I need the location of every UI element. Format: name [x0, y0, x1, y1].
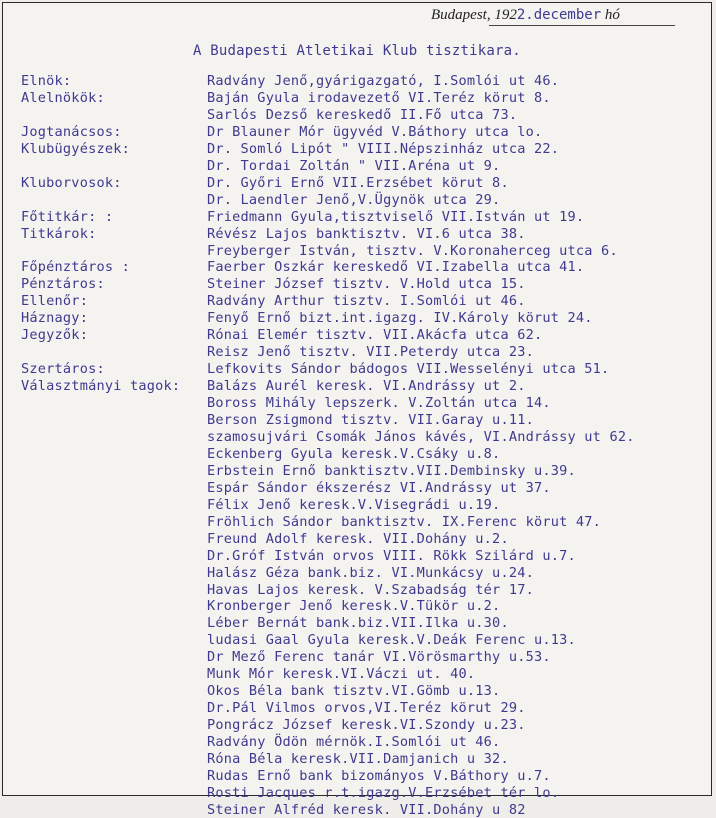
role-label: Jegyzők: [21, 327, 89, 344]
member-entry: Baján Gyula irodavezető VI.Teréz körut 8. [207, 89, 551, 106]
member-entry: Havas Lajos keresk. V.Szabadság tér 17. [207, 581, 534, 598]
member-entry: Dr Blauner Mór ügyvéd V.Báthory utca lo. [207, 123, 543, 140]
member-entry: Rosti Jacques r.t.igazg.V.Erzsébet tér lo. [207, 784, 560, 801]
role-label: Titkárok: [21, 225, 97, 242]
year-prefix: 192 [494, 7, 517, 23]
place-label: Budapest, [431, 7, 491, 23]
role-label: Klubügyészek: [21, 140, 130, 157]
role-label: Elnök: [21, 73, 72, 89]
member-entry: Fenyő Ernő bizt.int.igazg. IV.Károly körut 24. [207, 310, 593, 327]
member-entry: Róna Béla keresk.VII.Damjanich u 32. [207, 751, 509, 767]
member-entry: Erbstein Ernő banktisztv.VII.Dembinsky u.39. [207, 462, 576, 479]
month-suffix: hó [604, 7, 620, 23]
role-label: Alelnökök: [21, 89, 105, 106]
member-entry: Félix Jenő keresk.V.Visegrádi u.19. [207, 496, 501, 513]
month-typed: december [533, 7, 602, 23]
date-underline [489, 25, 675, 26]
role-label: Ellenőr: [21, 293, 89, 310]
member-entry: Kronberger Jenő keresk.V.Tükör u.2. [207, 598, 501, 615]
member-entry: Steiner Alfréd keresk. VII.Dohány u 82 [207, 801, 526, 818]
member-entry: Dr.Gróf István orvos VIII. Rökk Szilárd u.7. [207, 547, 576, 564]
document-title: A Budapesti Atletikai Klub tisztikara. [193, 43, 521, 59]
role-label: Főtitkár: : [21, 208, 114, 225]
member-entry: Sarlós Dezső kereskedő II.Fő utca 73. [207, 106, 518, 123]
member-entry: Freund Adolf keresk. VII.Dohány u.2. [207, 530, 509, 547]
member-entry: Eckenberg Gyula keresk.V.Csáky u.8. [207, 445, 501, 462]
role-label: Főpénztáros : [21, 259, 130, 276]
member-entry: Steiner József tisztv. V.Hold utca 15. [207, 276, 526, 293]
member-entry: Léber Bernát bank.biz.VII.Ilka u.30. [207, 615, 509, 632]
member-entry: Okos Béla bank tisztv.VI.Gömb u.13. [207, 683, 501, 700]
member-entry: ludasi Gaal Gyula keresk.V.Deák Ferenc u.13. [207, 632, 576, 649]
member-entry: Balázs Aurél keresk. VI.Andrássy ut 2. [207, 378, 526, 395]
member-entry: Faerber Oszkár kereskedő VI.Izabella utca 41. [207, 259, 585, 276]
role-label: Jogtanácsos: [21, 123, 122, 140]
member-entry: Révész Lajos banktisztv. VI.6 utca 38. [207, 225, 526, 242]
year-digit: 2. [516, 7, 534, 23]
role-label: Választmányi tagok: [21, 378, 181, 395]
member-entry: Radvány Arthur tisztv. I.Somlói ut 46. [207, 293, 526, 310]
date-line [431, 7, 620, 24]
member-entry: Munk Mór keresk.VI.Váczi ut. 40. [207, 666, 476, 683]
member-entry: Lefkovits Sándor bádogos VII.Wesselényi utca 51. [207, 361, 610, 378]
member-entry: Reisz Jenő tisztv. VII.Peterdy utca 23. [207, 344, 534, 361]
member-entry: Radvány Jenő,gyárigazgató, I.Somlói ut 46. [207, 73, 560, 89]
member-entry: Radvány Ödön mérnök.I.Somlói ut 46. [207, 734, 501, 751]
role-label: Szertáros: [21, 361, 105, 378]
member-entry: Espár Sándor ékszerész VI.Andrássy ut 37. [207, 479, 551, 496]
member-entry: Fröhlich Sándor banktisztv. IX.Ferenc körut 47. [207, 513, 602, 530]
member-entry: Pongrácz József keresk.VI.Szondy u.23. [207, 717, 526, 734]
member-entry: Boross Mihály lepszerk. V.Zoltán utca 14. [207, 395, 551, 412]
member-entry: Dr. Somló Lipót " VIII.Népszinház utca 22. [207, 140, 560, 157]
letter-sheet [2, 2, 712, 818]
member-entry: Freyberger István, tisztv. V.Koronaherceg utca 6. [207, 242, 618, 259]
member-entry: Rónai Elemér tisztv. VII.Akácfa utca 62. [207, 327, 543, 344]
member-entry: Dr. Győri Ernő VII.Erzsébet körut 8. [207, 174, 509, 191]
member-entry: Friedmann Gyula,tisztviselő VII.István ut 19. [207, 208, 585, 225]
member-entry: Halász Géza bank.biz. VI.Munkácsy u.24. [207, 564, 534, 581]
role-label: Kluborvosok: [21, 174, 122, 191]
role-label: Háznagy: [21, 310, 89, 327]
member-entry: Dr.Pál Vilmos orvos,VI.Teréz körut 29. [207, 700, 526, 717]
member-entry: Rudas Ernő bank bizományos V.Báthory u.7. [207, 767, 551, 784]
member-entry: Dr. Tordai Zoltán " VII.Aréna ut 9. [207, 157, 501, 174]
member-entry: szamosujvári Csomák János kávés, VI.Andrássy ut 62. [207, 428, 635, 445]
member-entry: Dr. Laendler Jenő,V.Ügynök utca 29. [207, 191, 501, 208]
member-entry: Berson Zsigmond tisztv. VII.Garay u.11. [207, 412, 534, 428]
member-entry: Dr Mező Ferenc tanár VI.Vörösmarthy u.53. [207, 649, 551, 666]
role-label: Pénztáros: [21, 276, 105, 293]
